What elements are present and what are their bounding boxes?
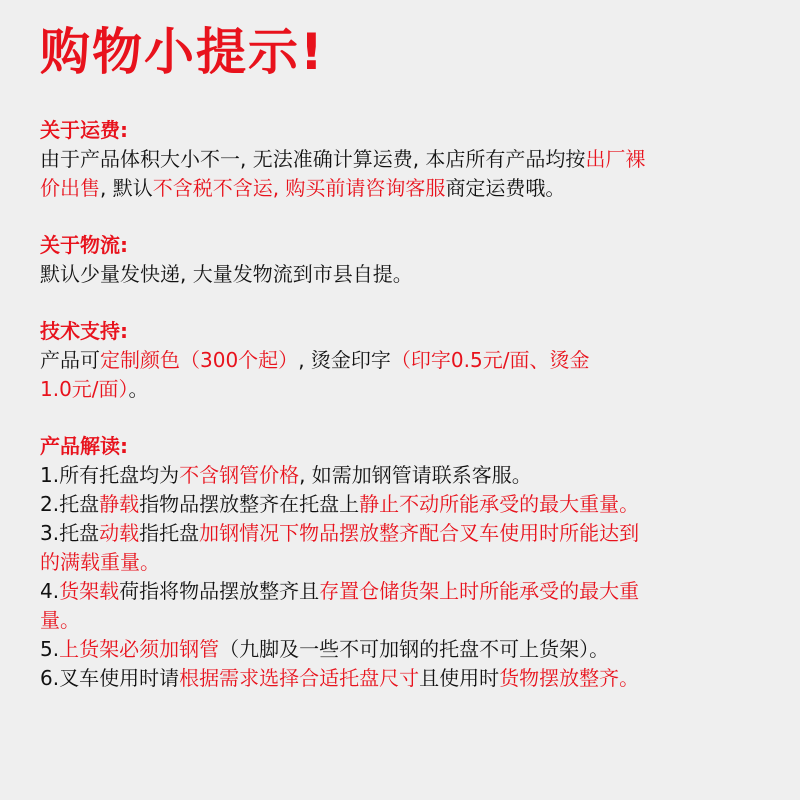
section-line [40, 461, 800, 490]
highlight-text: 量。 [40, 608, 80, 632]
section-heading: 技术支持: [40, 319, 128, 343]
tip-section [40, 231, 800, 289]
section-heading: 关于运费: [40, 118, 128, 142]
highlight-text: 货架载 [59, 579, 120, 603]
highlight-text: 静载 [99, 492, 140, 516]
highlight-text: 出厂裸 [585, 147, 646, 171]
body-text: , 如需加钢管请联系客服。 [299, 463, 532, 487]
highlight-text: 根据需求选择合适托盘尺寸 [179, 666, 420, 690]
body-text: , 默认 [100, 176, 153, 200]
body-text: 。 [128, 377, 149, 401]
section-line [40, 174, 800, 203]
sections-container [40, 116, 800, 693]
tip-section [40, 432, 800, 693]
body-text: 指托盘 [139, 521, 200, 545]
body-text: 由于产品体积大小不一, 无法准确计算运费, 本店所有产品均按 [40, 147, 586, 171]
tip-section [40, 116, 800, 203]
section-line [40, 635, 800, 664]
section-line [40, 145, 800, 174]
highlight-text: 货物摆放整齐。 [499, 666, 640, 690]
body-text: 3.托盘 [40, 521, 100, 545]
body-text: 指物品摆放整齐在托盘上 [139, 492, 360, 516]
highlight-text: 静止不动所能承受的最大重量。 [359, 492, 640, 516]
highlight-text: 的满载重量。 [40, 550, 160, 574]
highlight-text: 不含税不含运, 购买前请咨询客服 [152, 176, 446, 200]
section-heading: 产品解读: [40, 434, 128, 458]
highlight-text: 价出售 [40, 176, 100, 200]
section-line [40, 577, 800, 606]
section-line [40, 490, 800, 519]
body-text: 产品可 [40, 348, 100, 372]
body-text: 6.叉车使用时请 [40, 666, 180, 690]
highlight-text: 加钢情况下物品摆放整齐配合叉车使用时所能达到 [199, 521, 640, 545]
body-text: 5. [40, 637, 60, 661]
section-heading: 关于物流: [40, 233, 128, 257]
highlight-text: 动载 [99, 521, 140, 545]
body-text: 且使用时 [419, 666, 500, 690]
body-text: （九脚及一些不可加钢的托盘不可上货架）。 [219, 637, 610, 661]
section-line [40, 548, 800, 577]
section-line [40, 519, 800, 548]
highlight-text: 存置仓储货架上时所能承受的最大重 [319, 579, 640, 603]
body-text: 默认少量发快递, 大量发物流到市县自提。 [40, 262, 413, 286]
body-text: 2.托盘 [40, 492, 100, 516]
body-text: , 烫金印字 [298, 348, 391, 372]
body-text: 4. [40, 579, 60, 603]
body-text: 商定运费哦。 [445, 176, 566, 200]
section-line [40, 260, 800, 289]
highlight-text: 上货架必须加钢管 [59, 637, 220, 661]
section-line [40, 346, 800, 375]
tip-section [40, 317, 800, 404]
body-text: 荷指将物品摆放整齐且 [119, 579, 320, 603]
section-line [40, 664, 800, 693]
section-line [40, 606, 800, 635]
page-title: 购物小提示! [40, 23, 325, 81]
body-text: 1.所有托盘均为 [40, 463, 180, 487]
highlight-text: （印字0.5元/面、烫金 [390, 348, 590, 372]
highlight-text: 定制颜色（300个起） [100, 348, 299, 372]
section-line [40, 375, 800, 404]
highlight-text: 不含钢管价格 [179, 463, 300, 487]
highlight-text: 1.0元/面） [40, 377, 129, 401]
